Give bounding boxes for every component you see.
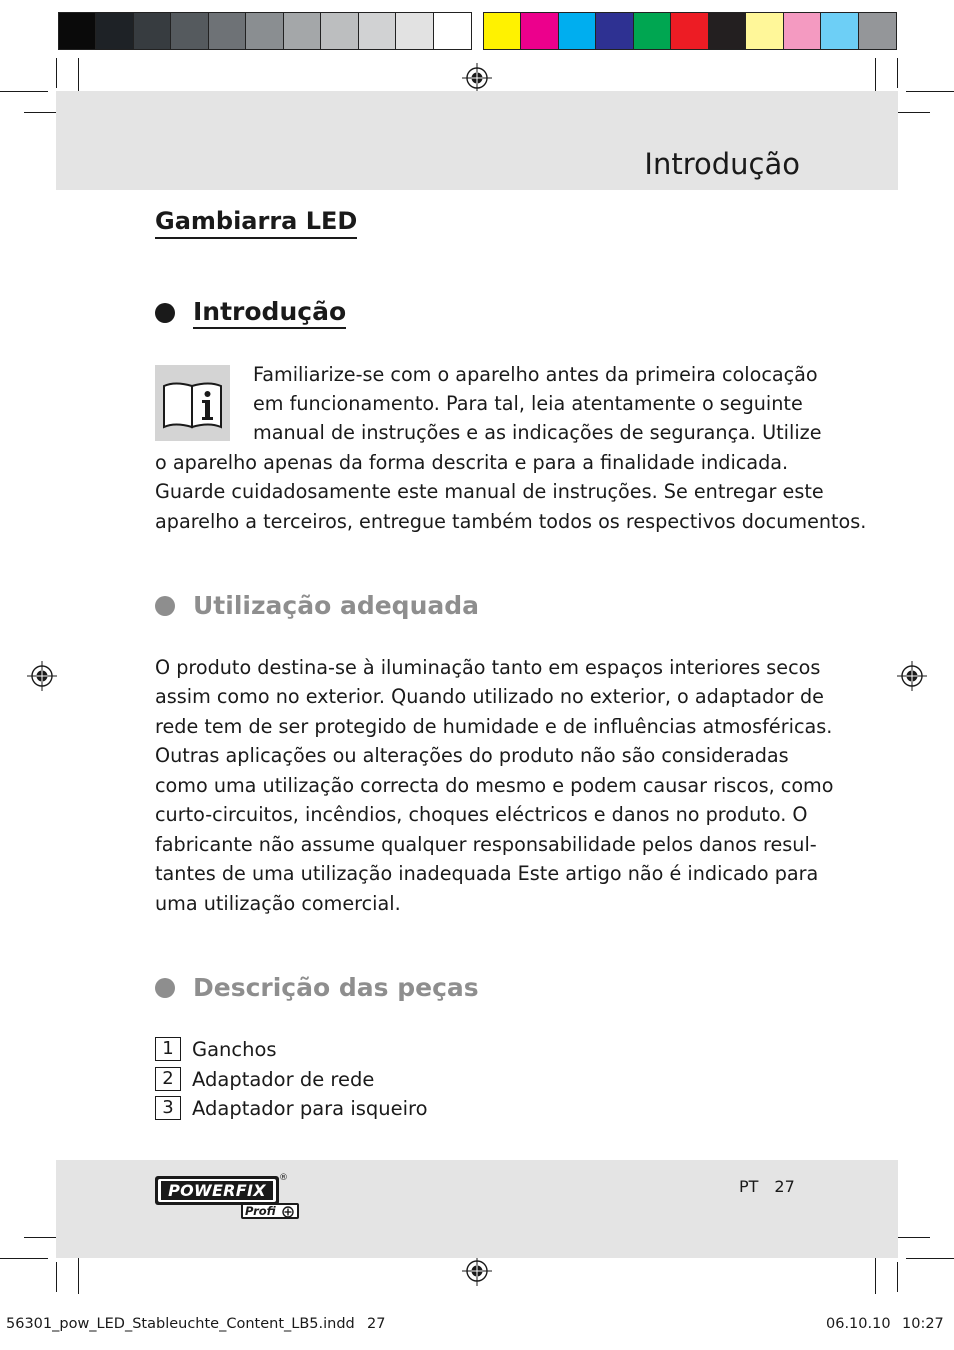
color-swatch [284,13,321,49]
color-swatch [521,13,558,49]
parts-list-item [155,1067,374,1091]
brand-sub: Profi [245,1204,276,1218]
color-swatch [859,13,896,49]
color-swatch [484,13,521,49]
intro-line: Guarde cuidadosamente este manual de instruções. Se entregar este [155,480,824,503]
crop-mark [56,58,57,88]
parts-list-item [155,1037,277,1061]
grey-calibration-bar [58,12,472,50]
crop-mark [875,1252,876,1294]
crop-mark [0,91,48,92]
usage-line: fabricante não assume qualquer responsabilidade pelos danos resul- [155,833,817,856]
section-heading-descricao: Descrição das peças [155,973,479,1002]
usage-line: curto-circuitos, incêndios, choques eléctricos e danos no produto. O [155,803,808,826]
registration-target-icon [897,661,927,691]
plus-circle-icon [282,1206,294,1218]
usage-line: tantes de uma utilização inadequada Este artigo não é indicado para [155,862,819,885]
color-swatch [171,13,208,49]
color-swatch [821,13,858,49]
crop-mark [906,91,954,92]
color-swatch [96,13,133,49]
registration-target-icon [462,1256,492,1286]
color-calibration-bar [483,12,897,50]
part-label: Ganchos [192,1037,277,1061]
parts-list-item [155,1096,428,1120]
part-number: 1 [155,1037,181,1061]
page-number: 27 [774,1177,795,1196]
slug-date: 06.10.10 [826,1316,891,1332]
usage-line: assim como no exterior. Quando utilizado no exterior, o adaptador de [155,685,824,708]
color-swatch [596,13,633,49]
usage-line: O produto destina-se à iluminação tanto em espaços interiores secos [155,656,821,679]
page-meta [739,1177,795,1196]
color-swatch [396,13,433,49]
part-label: Adaptador para isqueiro [192,1096,428,1120]
part-number: 3 [155,1096,181,1120]
language-code: PT [739,1177,759,1196]
color-swatch [59,13,96,49]
crop-mark [897,58,898,88]
bullet-icon [155,596,175,616]
crop-mark [906,1258,954,1259]
brand-name: POWERFIX [168,1181,266,1200]
registration-target-icon [462,63,492,93]
part-label: Adaptador de rede [192,1067,375,1091]
color-swatch [671,13,708,49]
intro-line: em funcionamento. Para tal, leia atentamente o seguinte [253,392,803,415]
header-section-title: Introdução [644,147,800,181]
color-swatch [434,13,471,49]
intro-line: manual de instruções e as indicações de segurança. Utilize [253,421,822,444]
section-heading-utilizacao: Utilização adequada [155,591,479,620]
usage-line: Outras aplicações ou alterações do produto não são consideradas [155,744,789,767]
color-swatch [134,13,171,49]
document-title: Gambiarra LED [155,207,357,239]
color-swatch [784,13,821,49]
slug-filename: 56301_pow_LED_Stableuchte_Content_LB5.indd [6,1316,355,1332]
crop-mark [0,1258,48,1259]
crop-mark [56,1262,57,1292]
color-swatch [746,13,783,49]
brand-registered-mark: ® [279,1173,288,1183]
registration-target-icon [27,661,57,691]
color-swatch [321,13,358,49]
part-number: 2 [155,1067,181,1091]
usage-line: uma utilização comercial. [155,892,401,915]
intro-line: aparelho a terceiros, entregue também todos os respectivos documentos. [155,510,867,533]
usage-line: rede tem de ser protegido de humidade e de influências atmosféricas. [155,715,833,738]
color-swatch [359,13,396,49]
slug-page: 27 [367,1316,386,1332]
bullet-icon [155,303,175,323]
color-swatch [709,13,746,49]
color-swatch [246,13,283,49]
color-swatch [559,13,596,49]
usage-line: como uma utilização correcta do mesmo e podem causar riscos, como [155,774,834,797]
color-swatch [209,13,246,49]
slug-time: 10:27 [902,1316,944,1332]
section-heading-introducao: Introdução [155,297,346,329]
intro-line: o aparelho apenas da forma descrita e para a finalidade indicada. [155,451,789,474]
powerfix-logo [155,1173,300,1220]
bullet-icon [155,978,175,998]
intro-line: Familiarize-se com o aparelho antes da primeira colocação [253,363,818,386]
color-swatch [634,13,671,49]
info-book-icon [155,365,230,441]
crop-mark [78,1252,79,1294]
crop-mark [897,1262,898,1292]
